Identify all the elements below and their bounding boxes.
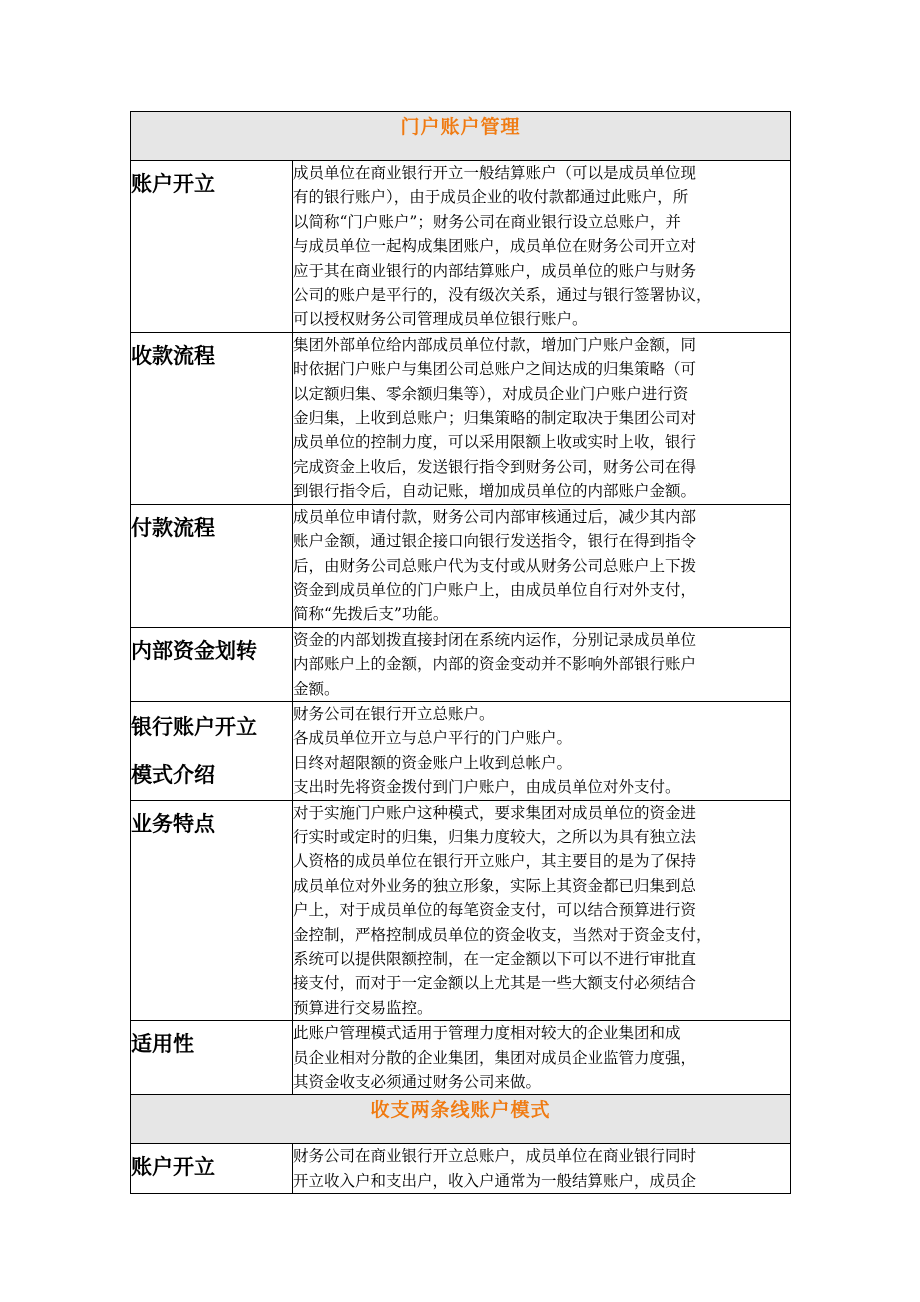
content-line: 成员单位申请付款，财务公司内部审核通过后，减少其内部 <box>293 507 697 526</box>
content-line: 接支付，而对于一定金额以上尤其是一些大额支付必须结合 <box>293 974 697 993</box>
content-line: 其资金收支必须通过财务公司来做。 <box>293 1073 542 1092</box>
section-title-portal-account: 门户账户管理 <box>131 112 791 161</box>
row-content-internal-transfer <box>293 627 791 701</box>
content-line: 资金的内部划拨直接封闭在系统内运作，分别记录成员单位 <box>293 630 697 649</box>
row-label-payment-process: 付款流程 <box>131 504 293 627</box>
content-line: 预算进行交易监控。 <box>293 998 433 1017</box>
row-label-applicability: 适用性 <box>131 1021 293 1095</box>
content-line: 以定额归集、零余额归集等），对成员企业门户账户进行资 <box>293 384 689 403</box>
row-label-account-opening: 账户开立 <box>131 161 293 333</box>
row-content-collection-process <box>293 332 791 504</box>
content-line: 可以授权财务公司管理成员单位银行账户。 <box>293 310 588 329</box>
row-label-account-opening-2: 账户开立 <box>131 1144 293 1194</box>
table-row <box>131 1144 791 1194</box>
row-content-payment-process <box>293 504 791 627</box>
table-row <box>131 1021 791 1095</box>
content-line: 财务公司在商业银行开立总账户，成员单位在商业银行同时 <box>293 1147 697 1166</box>
row-label-internal-transfer: 内部资金划转 <box>131 627 293 701</box>
content-line: 对于实施门户账户这种模式，要求集团对成员单位的资金进 <box>293 803 697 822</box>
content-line: 有的银行账户），由于成员企业的收付款都通过此账户，所 <box>293 188 689 207</box>
account-management-table <box>130 111 791 1194</box>
row-content-business-features <box>293 800 791 1021</box>
row-content-applicability <box>293 1021 791 1095</box>
content-line: 户上，对于成员单位的每笔资金支付，可以结合预算进行资 <box>293 901 697 920</box>
content-line: 行实时或定时的归集，归集力度较大，之所以为具有独立法 <box>293 827 697 846</box>
section-title-two-line-account: 收支两条线账户模式 <box>131 1095 791 1144</box>
content-line: 集团外部单位给内部成员单位付款，增加门户账户金额，同 <box>293 335 697 354</box>
content-line: 时依据门户账户与集团公司总账户之间达成的归集策略（可 <box>293 360 697 379</box>
content-line: 支出时先将资金拨付到门户账户，由成员单位对外支付。 <box>293 778 681 797</box>
content-line: 公司的账户是平行的，没有级次关系，通过与银行签署协议， <box>293 286 712 305</box>
table-row <box>131 627 791 701</box>
content-line: 账户金额，通过银企接口向银行发送指令，银行在得到指令 <box>293 532 697 551</box>
content-line: 以简称“门户账户”；财务公司在商业银行设立总账户，并 <box>293 212 681 231</box>
content-line: 成员单位对外业务的独立形象，实际上其资金都已归集到总 <box>293 876 697 895</box>
content-line: 成员单位的控制力度，可以采用限额上收或实时上收，银行 <box>293 433 697 452</box>
row-content-account-opening <box>293 161 791 333</box>
row-label-collection-process: 收款流程 <box>131 332 293 504</box>
content-line: 日终对超限额的资金账户上收到总帐户。 <box>293 753 573 772</box>
content-line: 后，由财务公司总账户代为支付或从财务公司总账户上下拨 <box>293 556 697 575</box>
content-line: 成员单位在商业银行开立一般结算账户（可以是成员单位现 <box>293 164 697 182</box>
table-row <box>131 161 791 333</box>
table-row <box>131 701 791 800</box>
row-label-line: 银行账户开立 <box>131 714 257 739</box>
content-line: 财务公司在银行开立总账户。 <box>293 704 495 723</box>
table-row <box>131 504 791 627</box>
row-label-bank-account-model <box>131 701 293 800</box>
content-line: 金归集，上收到总账户；归集策略的制定取决于集团公司对 <box>293 409 697 428</box>
content-line: 此账户管理模式适用于管理力度相对较大的企业集团和成 <box>293 1024 681 1043</box>
content-line: 金额。 <box>293 679 340 698</box>
content-line: 人资格的成员单位在银行开立账户，其主要目的是为了保持 <box>293 852 697 871</box>
content-line: 开立收入户和支出户，收入户通常为一般结算账户，成员企 <box>293 1171 697 1190</box>
section-header-row <box>131 1095 791 1144</box>
content-line: 完成资金上收后，发送银行指令到财务公司，财务公司在得 <box>293 457 697 476</box>
content-line: 与成员单位一起构成集团账户，成员单位在财务公司开立对 <box>293 237 697 256</box>
section-header-row <box>131 112 791 161</box>
content-line: 到银行指令后，自动记账，增加成员单位的内部账户金额。 <box>293 482 697 501</box>
row-label-line: 模式介绍 <box>131 762 215 787</box>
content-line: 员企业相对分散的企业集团，集团对成员企业监管力度强， <box>293 1048 697 1067</box>
row-label-business-features: 业务特点 <box>131 800 293 1021</box>
row-content-account-opening-2 <box>293 1144 791 1194</box>
content-line: 内部账户上的金额，内部的资金变动并不影响外部银行账户 <box>293 655 697 674</box>
row-content-bank-account-model <box>293 701 791 800</box>
content-line: 资金到成员单位的门户账户上，由成员单位自行对外支付， <box>293 580 697 599</box>
content-line: 金控制，严格控制成员单位的资金收支，当然对于资金支付， <box>293 925 712 944</box>
content-line: 各成员单位开立与总户平行的门户账户。 <box>293 729 573 748</box>
table-row <box>131 800 791 1021</box>
content-line: 应于其在商业银行的内部结算账户，成员单位的账户与财务 <box>293 261 697 280</box>
content-line: 简称“先拨后支”功能。 <box>293 605 449 624</box>
content-line: 系统可以提供限额控制，在一定金额以下可以不进行审批直 <box>293 950 697 968</box>
table-row <box>131 332 791 504</box>
